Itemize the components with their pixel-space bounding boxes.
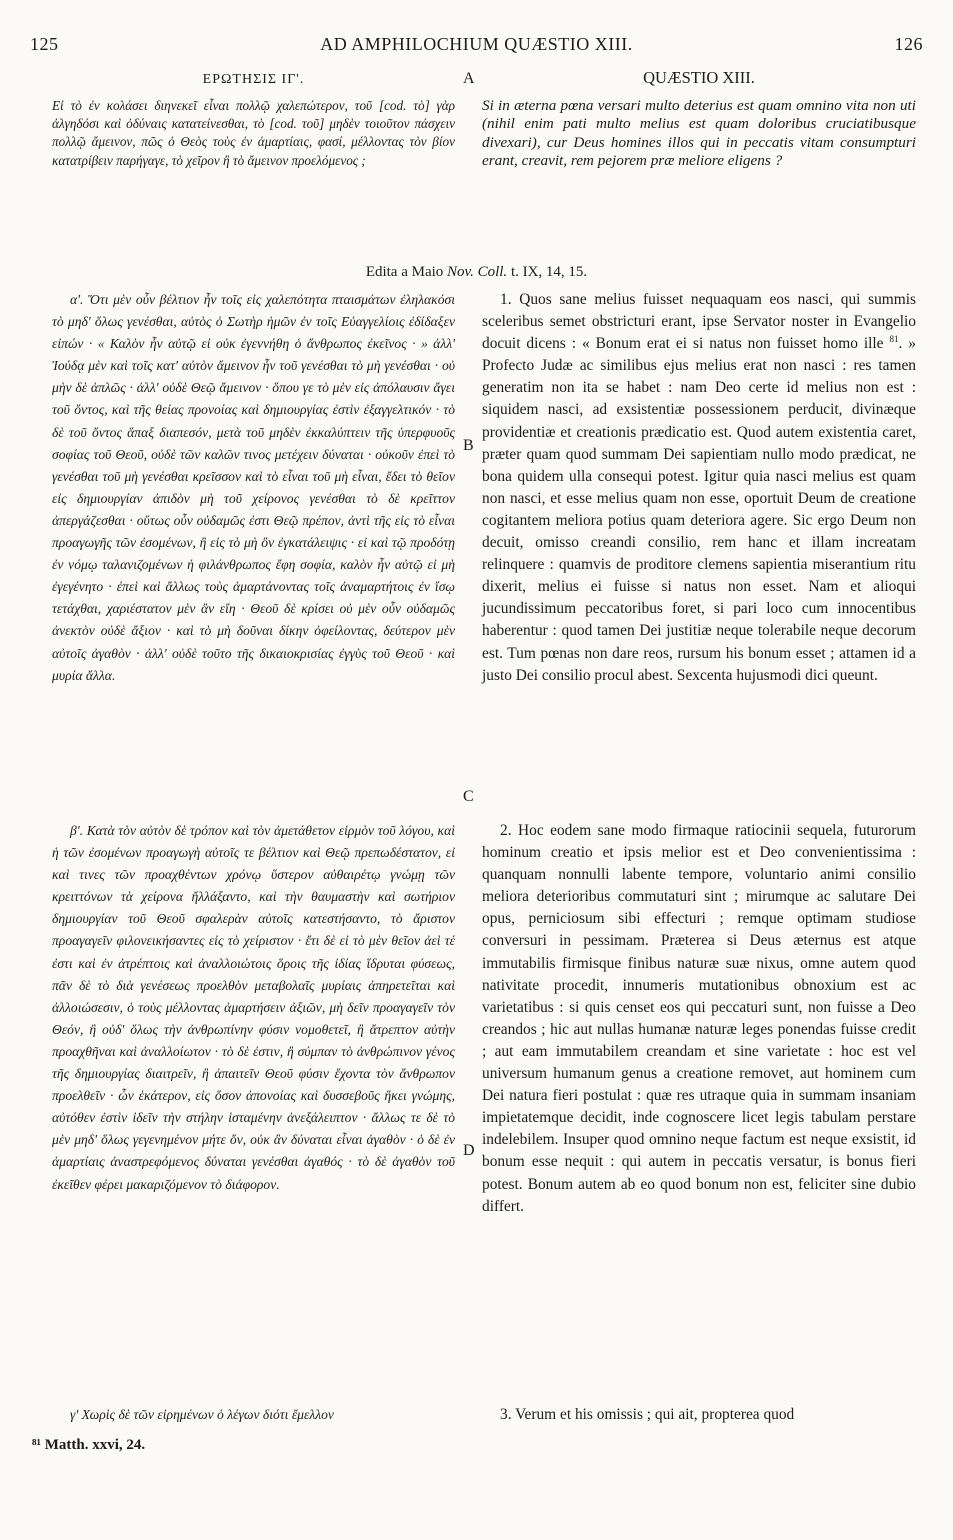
margin-marker-d: D [463,1142,475,1159]
greek-paragraph-1 [52,289,455,687]
greek-paragraph-3-text: γ' Χωρὶς δὲ τῶν εἰρημένων ὁ λέγων διότι ἔμελλον [70,1407,334,1422]
latin-paragraph-2 [482,820,916,1218]
running-title: AD AMPHILOCHIUM QUÆSTIO XIII. [320,34,633,54]
greek-question-title: ΕΡΩΤΗΣΙΣ ΙΓ'. [202,72,305,87]
latin-paragraph-1-text [482,289,916,687]
latin-question-text: Si in æterna pœna versari multo deterius est quam omnino vita non uti (nihil enim pati multo melius est quam doloribus cruciatibusque divexari), cur Deus homines illos qui in peccatis vitam consumpturi erant, creavit, rem pejorem præ meliore eligens ? [482,97,916,170]
latin-paragraph-1 [482,289,916,687]
greek-question-text: Εἰ τὸ ἐν κολάσει διηνεκεῖ εἶναι πολλῷ χαλεπώτερον, τοῦ [cod. τὸ] γὰρ ἀλγηδόσι καὶ ὀδύναις κατατείνεσθαι, τὸ [cod. τοῦ] μηδὲν τοιοῦτον πάσχειν πολλῷ ἄμεινον, πῶς ὁ Θεὸς τοὺς ἐν ἁμαρτίαις, φασί, μέλλοντας τὸν βίον κατατρίβειν παρήγαγε, τὸ χεῖρον ἢ τὸ ἄμεινον προελόμενος ; [52,98,455,168]
page-number-right: 126 [894,34,923,54]
running-header [30,34,923,58]
footnote-ref: 81 [889,334,899,345]
greek-paragraph-2-text: β'. Κατὰ τὸν αὐτὸν δὲ τρόπον καὶ τὸν ἀμετάθετον εἱρμὸν τοῦ λόγου, καὶ ἡ τῶν ἐσομένων προαγωγὴ αὐτοῖς τε βέλτιον καὶ Θεῷ πρεπωδέστατον, εἰ καὶ τινες τῶν προαχθέντων χρόνῳ ὕστερον αὐθαιρέτῳ γνώμῃ τῶν κρειττόνων τὰ χείρονα ἤλλάξαντο, καὶ τὴν θαυμαστὴν καὶ σωτήριον δημιουργίαν τοῦ Θεοῦ σφαλερὰν αὐτοῖς κατεστήσαντο, τὸ ἄριστον προαγαγεῖν φιλονεικήσαντες εἰς τὸ χείριστον · ἔτι δὲ εἰ τὸ μὲν θεῖον ἀεὶ τέ ἐστι καὶ ἐν ἀτρέπτοις καὶ ἀναλλοιώτοις ὅροις τῆς ἰδίας ἵδρυται φύσεως, πᾶν δὲ τὸ διὰ γενέσεως προελθὸν μεταβολαῖς μυρίαις ἀπηρετεῖται καὶ ἀλλοιώσεσιν, ὁ τοὺς μέλλοντας ἁμαρτήσειν ἀξιῶν, μὴ δεῖν προαγαγεῖν τὸν Θεόν, ἢ οὐδ' ὅλως τὴν ἀνθρωπίνην φύσιν νομοθετεῖ, ἢ ἄτρεπτον αὐτὴν προαχθῆναι καὶ ἀναλλοίωτον · τὸ δὲ ἐστιν, ἢ σύμπαν τὸ ἀνθρώπινον γένος τῆς δημιουργίας διαιτρεῖν, ἢ ἀπαιτεῖν Θεοῦ φύσιν ἔχοντα τὸν ἄνθρωπον προελθεῖν · ὧν ἑκάτερον, εἰς ὅσον ἀπονοίας καὶ δυσσεβοῦς ἥκει γνώμης, αὐτόθεν ἐστὶν ἰδεῖν τὴν στήλην ἱσταμένην ἀνεξάλειπτον · ἄλλως τε δὲ τὸ μὲν μηδ' ὅλως γεγενημένον μήτε ὄν, οὐκ ἂν δύναται εἶναι ἀγαθὸν · ὁ δὲ ἐν ἁμαρτίαις ἀναστρεφόμενος δύναται γενέσθαι ἀγαθός · τὸ δὲ ἀγαθὸν τοῦ ἐκεῖθεν φέρει μακαριζόμενον τὸ διάφορον. [52,823,455,1192]
edition-note-title: Nov. Coll. [447,264,508,280]
margin-marker-b: B [463,437,474,454]
latin-paragraph-1-pre: 1. Quos sane melius fuisset nequaquam eos nasci, qui summis sceleribus semet obstricturi erant, ipse Servator noster in Evangelio docuit dicens : « Bonum erat ei si natus non fuisset homo ille [482,291,916,353]
greek-paragraph-1-text: α'. Ὅτι μὲν οὖν βέλτιον ἦν τοῖς εἰς χαλεπότητα πταισμάτων ἐληλακόσι τὸ μηδ' ὅλως γενέσθαι, αὐτὸς ὁ Σωτὴρ ἡμῶν ἐν τοῖς Εὐαγγελίοις ἐδίδαξεν εἰπών · « Καλὸν ἦν αὐτῷ εἰ οὐκ ἐγεννήθη ὁ ἄνθρωπος ἐκεῖνος · » ἀλλ' Ἰούδᾳ μὲν καὶ τοῖς κατ' αὐτὸν ἄμεινον ἦν τοῦ γενέσθαι τὸ μὴ γενέσθαι · οὐ μὴν δὲ ἁπλῶς · ἀλλ' οὐδὲ Θεῷ ἄμεινον · ὅπου γε τὸ μὲν εἰς ἀπόλαυσιν ἄγει τοῦ ὄντος, καὶ τῆς θείας προνοίας καὶ δημιουργίας ἐστὶν ἐξαγγελτικόν · τὸ δὲ τοῦ ὄντος ἅπαξ διαπεσόν, μετὰ τοῦ μηδὲν ἐκκαλύπτειν τῆς ὑπερφυοῦς σοφίας τοῦ Θεοῦ, οὐδὲ τῶν καλῶν τινος μετέχειν δύναται · οὐκοῦν ἐπεὶ τὸ γενέσθαι τοῦ μὴ γενέσθαι κρεῖσσον καὶ τὸ εἶναι τοῦ μὴ εἶναι, ἔδει τὸ θεῖον εἰς δημιουργίαν ἀπιδὸν μὴ τοῦ χείρονος γενέσθαι τὸ δὲ κρεῖττον ἀπεργάζεσθαι · οὕτως οὖν οὐδαμῶς ἐστι Θεῷ πρέπον, ἀντὶ τῆς εἰς τὸ εἶναι προαγωγῆς τῶν ἐσομένων, ἢ εἰς τὸ μὴ ὂν ἐγκατάλειψις · εἰ καὶ τῷ προδότῃ ἐν νόμῳ ταλανιζομένων ἡ φιλάνθρωπος ἔφη σοφία, καλὸν ἦν αὐτῷ εἰ μὴ ἐγεγένητο · ἐπεὶ καὶ ἄλλως τοὺς ἁμαρτάνοντας τοῖς ἀναμαρτήτοις ἐν ἴσῳ τετάχθαι, χαριέστατον μὲν ἂν εἴη · Θεοῦ δὲ κρίσει οὐ μὲν οὖν οὐδαμῶς ἀνεκτὸν οὐδὲ ἄξιον · καὶ τὸ μὴ δοῦναι δίκην ὀφείλοντας, δεύτερον μὲν αὐτοῖς ἀγαθὸν · ἀλλ' οὐδὲ τοῦτο τῆς δικαιοκρισίας ἐγγὺς τοῦ Θεοῦ · καὶ μυρία ἄλλα. [52,292,455,683]
footnote: ⁸¹ Matth. xxvi, 24. [32,1437,146,1453]
latin-question-title: QUÆSTIO XIII. [643,68,755,87]
margin-marker-a: A [463,70,475,87]
margin-marker-c: C [463,788,474,805]
latin-paragraph-1-post: . » Profecto Judæ ac similibus ejus melius erat non nasci : res tamen generatim non ita se habet : nam Deo certe id melius non est : siquidem nasci, ad exsistentiæ possessionem perducit, divinæque providentiæ et creationis prædicatio est. Quod autem existentia caret, præter quam quod summam Dei sapientiam nullo modo prædicat, ne bona quidem ulla consequi potest. Igitur quia nasci melius est quam non nasci, et esse melius quam non esse, oportuit Deum de creatione cogitantem meliora potius quam deteriora agere. Sic ergo Deum non decuit, omisso creandi consilio, rem hanc et illam increatam relinquere : quamvis de proditore clemens sapientia miserantium ritu dixerit, melius ei fuisse si natus non esset. Nam et alioqui jucundissimum peccatoribus foret, si pari loco cum innocentibus haberentur : quod tamen Dei justitiæ neque tolerabile neque decorum est. Tum pœnas non dare reos, rursum his bonum esset ; attamen id a justo Dei consilio procul abest. Sexcenta hujusmodi dici queunt. [482,335,916,684]
latin-paragraph-3-text: 3. Verum et his omissis ; qui ait, propterea quod [500,1406,795,1423]
page-number-left: 125 [30,34,59,54]
edition-note-pre: Edita a Maio [365,264,444,280]
latin-paragraph-3 [482,1404,916,1426]
latin-paragraph-2-text: 2. Hoc eodem sane modo firmaque ratiocinii sequela, futurorum hominum creatio et ipsis melior est et Deo convenientissima : quanquam nonnulli labente tempore, voluntario animi consilio meliora deterioribus commutaturi sint ; mirumque ac salutare Dei opus, perniciosum sibi effecturi ; remque optimam studiose conversuri in pessimam. Præterea si Deus æternus est atque immutabilis firmisque finibus naturæ suæ nixus, omne autem quod nativitate procedit, innumeris mutationibus obnoxium est ac varietatibus : si quis censet eos qui peccaturi sunt, non fuisse a Deo creandos ; hic aut nullas humanæ naturæ leges ponendas fuisse credit ; aut eam immutabilem creandam et sine varietate : hoc est vel universum humanum genus a creatione removet, aut hominem cum Dei natura fieri postulat : quæ res utraque quia in summam insaniam impietatemque decidit, inde cognoscere licet legis tabulam perstare indelebilem. Insuper quod omnino neque factum est neque exsistit, id bonum esse nequit : qui autem in peccatis versatur, is bonus fieri potest. Bonum autem ab eo quod bonum non est, feliciter sine dubio differt. [482,822,916,1215]
edition-note-ref: t. IX, 14, 15. [510,264,588,280]
greek-paragraph-3 [52,1404,455,1426]
edition-note [0,264,953,281]
greek-paragraph-2 [52,820,455,1196]
